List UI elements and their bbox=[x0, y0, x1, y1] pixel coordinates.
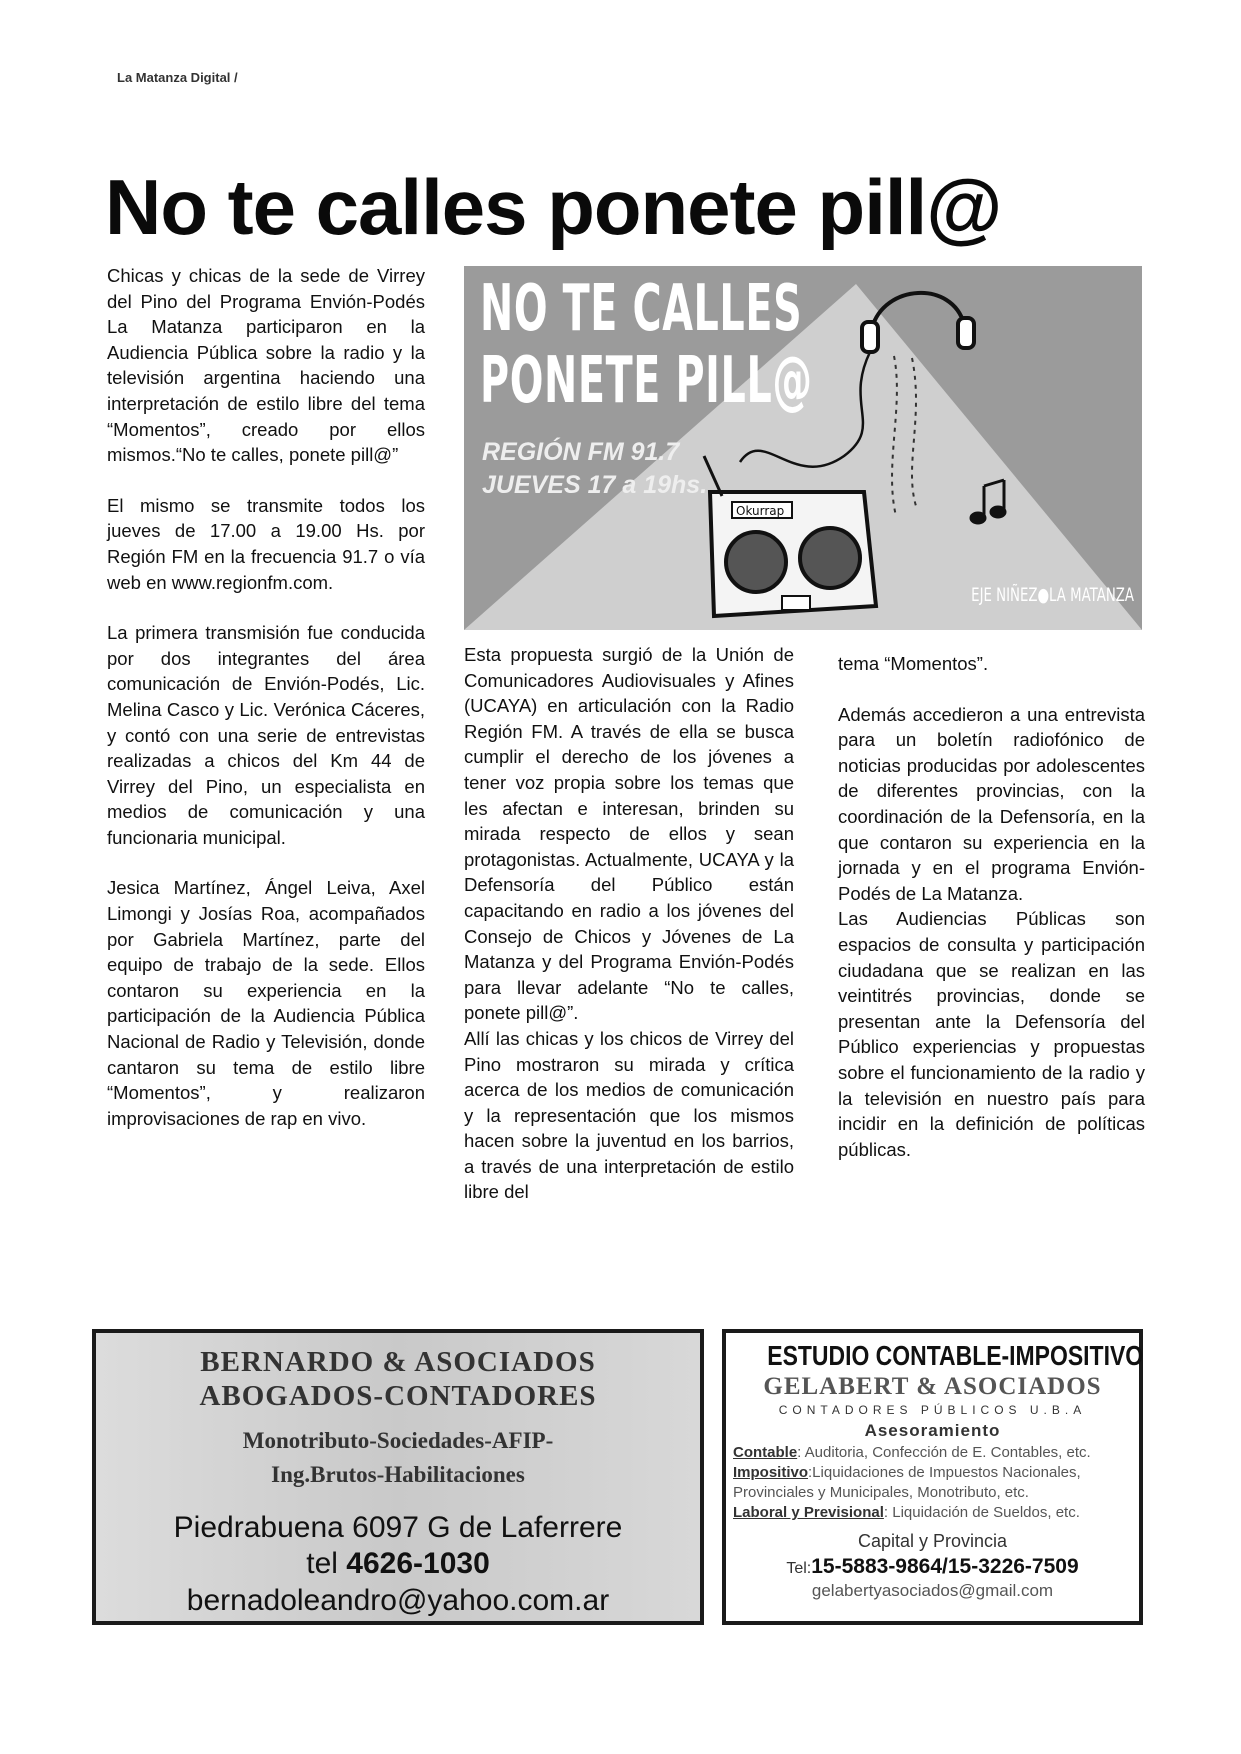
boombox-label: Okurrap bbox=[736, 504, 785, 518]
ad-phone bbox=[726, 1555, 1139, 1579]
paragraph: Las Audiencias Públicas son espacios de consulta y participación ciudadana que se realizan en las veintitrés provincias, donde se presentan ante la Defensoría del Público experiencias y propuestas sobre el funcionamiento de la radio y la televisión en nuestro país para incidir en la definición de políticas públicas. bbox=[838, 908, 1145, 1160]
service-label: Laboral y Previsional bbox=[733, 1504, 884, 1521]
ad-bernardo-asociados bbox=[92, 1329, 704, 1625]
radio-show-poster bbox=[464, 266, 1142, 630]
paragraph: Además accedieron a una entrevista para un boletín radiofónico de noticias producidas por adolescentes de diferentes provincias, con la coordinación de la Defensoría, en la que contaron su experiencia en la jornada y en el programa Envión-Podés de La Matanza. bbox=[838, 703, 1145, 904]
ad-email: bernadoleandro@yahoo.com.ar bbox=[186, 1584, 610, 1617]
service-label: Impositivo bbox=[733, 1464, 809, 1481]
ad-firm-name: GELABERT & ASOCIADOS bbox=[763, 1373, 1102, 1400]
ad-title: ESTUDIO CONTABLE-IMPOSITIVO bbox=[767, 1340, 1144, 1371]
phone-number: 15-5883-9864/15-3226-7509 bbox=[811, 1555, 1079, 1578]
service-line bbox=[733, 1443, 1139, 1463]
article-column-3 bbox=[838, 651, 1145, 1162]
article-column-1 bbox=[107, 263, 425, 1131]
service-text: : Auditoria, Confección de E. Contables, etc. bbox=[797, 1444, 1091, 1461]
paragraph: La primera transmisión fue conducida por dos integrantes del área comunicación de Envión-Podés, Lic. Melina Casco y Lic. Verónica Cáceres, y contó con una serie de entrevistas realizadas a chicos del Km 44 de Virrey del Pino, un especialista en medios de comunicación y una funcionaria municipal. bbox=[107, 622, 425, 848]
poster-headline-line-2: PONETE PILL@ bbox=[480, 344, 813, 418]
service-label: Contable bbox=[733, 1444, 798, 1461]
service-text: : Liquidación de Sueldos, etc. bbox=[883, 1504, 1080, 1521]
ad-email: gelabertyasociados@gmail.com bbox=[811, 1581, 1054, 1600]
ad-heading: Asesoramiento bbox=[864, 1421, 1001, 1440]
publication-tag: La Matanza Digital / bbox=[117, 70, 238, 85]
service-text: :Liquidaciones de Impuestos Nacionales, bbox=[808, 1464, 1081, 1481]
service-line: Provinciales y Municipales, Monotributo, etc. bbox=[733, 1484, 1029, 1501]
ad-firm-type: ABOGADOS-CONTADORES bbox=[199, 1380, 597, 1412]
ad-subtitle: CONTADORES PÚBLICOS U.B.A bbox=[778, 1403, 1087, 1417]
phone-number: 4626-1030 bbox=[346, 1547, 490, 1580]
ad-address: Piedrabuena 6097 G de Laferrere bbox=[173, 1511, 623, 1544]
poster-station: REGIÓN FM 91.7 bbox=[482, 438, 680, 466]
paragraph: Chicas y chicas de la sede de Virrey del Pino del Programa Envión-Podés La Matanza participaron en la Audiencia Pública sobre la radio y la televisión argentina haciendo una interpretación de estilo libre del tema “Momentos”, creado por ellos mismos.“No te calles, ponete pill@” bbox=[107, 265, 425, 466]
service-line bbox=[733, 1503, 1139, 1523]
ad-gelabert-asociados bbox=[722, 1329, 1143, 1625]
ad-services: Ing.Brutos-Habilitaciones bbox=[271, 1462, 525, 1487]
ad-phone bbox=[96, 1546, 700, 1582]
poster-schedule: JUEVES 17 a 19hs. bbox=[482, 471, 708, 499]
article-title: No te calles ponete pill@ bbox=[105, 163, 1002, 251]
phone-prefix: tel bbox=[306, 1547, 347, 1580]
ad-services: Monotributo-Sociedades-AFIP- bbox=[242, 1428, 554, 1453]
article-column-2 bbox=[464, 642, 794, 1205]
ad-services-list bbox=[726, 1443, 1139, 1523]
paragraph: tema “Momentos”. bbox=[838, 653, 989, 674]
poster-brand: EJE NIÑEZ●LA MATANZA bbox=[971, 584, 1134, 606]
ad-firm-name: BERNARDO & ASOCIADOS bbox=[200, 1346, 596, 1378]
paragraph: Jesica Martínez, Ángel Leiva, Axel Limongi y Josías Roa, acompañados por Gabriela Martínez, parte del equipo de trabajo de la sede. Ellos contaron su experiencia en la participación de la Audiencia Pública Nacional de Radio y Televisión, donde cantaron su tema de estilo libre “Momentos”, y realizaron improvisaciones de rap en vivo. bbox=[107, 877, 425, 1129]
paragraph: El mismo se transmite todos los jueves de 17.00 a 19.00 Hs. por Región FM en la frecuencia 91.7 o vía web en www.regionfm.com. bbox=[107, 494, 425, 593]
poster-headline-line-1: NO TE CALLES bbox=[480, 272, 803, 346]
ad-coverage: Capital y Provincia bbox=[857, 1531, 1008, 1551]
phone-prefix: Tel: bbox=[786, 1560, 812, 1577]
paragraph: Allí las chicas y los chicos de Virrey del Pino mostraron su mirada y crítica acerca de los medios de comunicación y la representación que los mismos hacen sobre la juventud en los barrios, a través de una interpretación de estilo libre del bbox=[464, 1027, 794, 1203]
service-line bbox=[733, 1463, 1139, 1483]
paragraph: Esta propuesta surgió de la Unión de Comunicadores Audiovisuales y Afines (UCAYA) en articulación con la Radio Región FM. A través de ella se busca cumplir el derecho de los jóvenes a tener voz propia sobre los temas que les afectan e interesan, brinden su mirada respecto de ellos y sean protagonistas. Actualmente, UCAYA y la Defensoría del Público están capacitando en radio a los jóvenes del Consejo de Chicos y Jóvenes de La Matanza y del Programa Envión-Podés para llevar adelante “No te calles, ponete pill@”. bbox=[464, 644, 794, 1024]
